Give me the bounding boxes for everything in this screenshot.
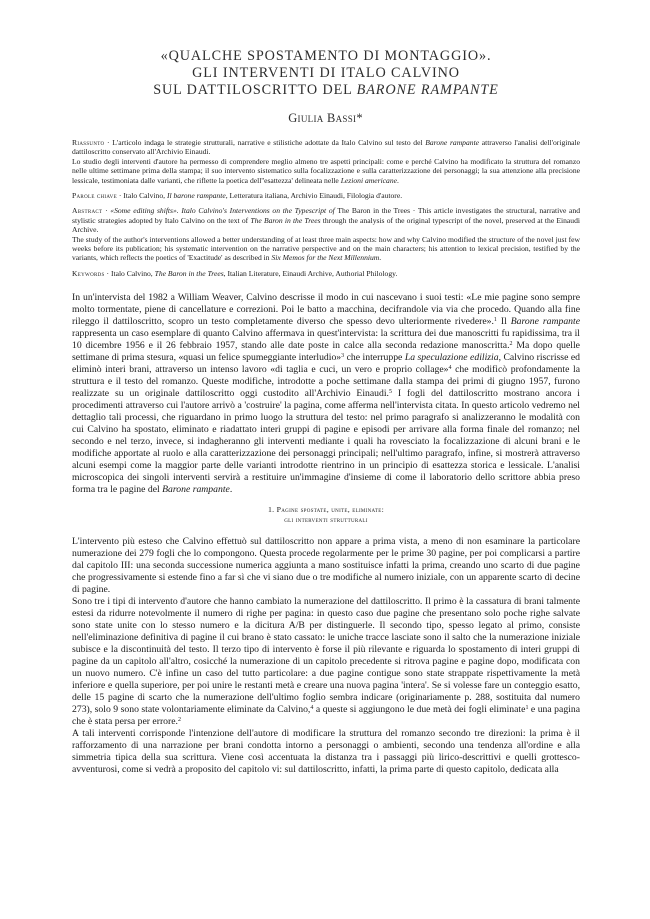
parole-chiave-block — [72, 191, 580, 200]
body-text: In un'intervista del 1982 a William Weaver, Calvino descrisse il modo in cui nascevano i suoi testi: «Le mie pagine sono sempre molto tormentate, piene di cancellature e correzioni. Poi le batto a macchina, decifrandole via via che procedo. Quando alla fine rileggo il dattiloscritto, scopro un testo completamente diverso che spesso devo ulteriormente rivedere». — [72, 292, 580, 328]
body-text: Sono tre i tipi di intervento d'autore che hanno cambiato la numerazione del dattiloscritto. Il primo è la cassatura di brani talmente estesi da ridurre notevolmente il numero di righe per pagina: in questo caso due pagine che presentano solo poche righe salvate sono state unite con lo stesso numero e la dicitura A/B per distinguerle. Il secondo tipo, spesso legato al primo, consiste nell'eliminazione definitiva di pagine il cui brano è stato cassato: le uniche tracce lasciate sono il salto che la numerazione iniziale subisce e la discontinuità del testo. Il terzo tipo di intervento è forse il più rilevante e riguarda lo spostamento di interi gruppi di pagine da un capitolo all'altro, cosicché la numerazione di un capitolo precedente si ritrova pagine e pagine dopo, modificata con un nuovo numero. C'è infine un caso del tutto particolare: a due pagine contigue sono state strappate rispettivamente la metà inferiore e quella superiore, per poi unire le restanti metà e creare una nuova pagina 'intera'. Se si volesse fare un conteggio esatto, delle 15 pagine di scarto che la numerazione dell'ultimo foglio sembra indicare (originariamente p. 288, sostituita dal numero 273), solo 9 sono state volontariamente eliminate da Calvino, — [72, 596, 580, 715]
abstract-en-block — [72, 206, 580, 262]
separator: · — [116, 191, 124, 201]
footnote-ref[interactable]: 1 — [493, 317, 497, 324]
body-text: . — [229, 483, 233, 495]
riassunto-text: L'articolo indaga le strategie strutturali, narrative e stilistiche adottate da Italo Calvino sul testo del — [112, 138, 426, 147]
separator: · — [104, 268, 111, 278]
body-text: Ma dopo quelle settimane di prima stesura, «quasi un felice spumeggiante interludio» — [72, 340, 580, 364]
separator: · — [104, 138, 113, 147]
abstract-italic: Six Memos for the Next Millennium — [271, 253, 380, 263]
intro-paragraph — [72, 292, 580, 495]
abstract-text: The study of the author's interventions allowed a better understanding of at least three main aspects: how and why Calvino modified the structure of the novel just few weeks before its publication; his systematic intervention on the narrative perspective and on the main characters; his attention to lexical precision, testified by the variants, which reflects the poetics of 'Exactitude' as described in — [72, 234, 580, 263]
parole-chiave-label: Parole chiave — [72, 191, 117, 201]
keywords-block — [72, 269, 580, 278]
abstract-text: · This article investigates the structural, narrative and stylistic strategies adopted by Italo Calvino on the text of — [72, 206, 581, 225]
body-italic: La speculazione edilizia — [404, 352, 499, 364]
title-line-2: GLI INTERVENTI DI ITALO CALVINO — [192, 65, 460, 81]
section-heading-line-2: gli interventi strutturali — [284, 515, 368, 525]
body-italic: Barone rampante — [162, 483, 230, 495]
author-footnote-mark: * — [356, 111, 364, 125]
author-name — [72, 111, 580, 126]
title-line-3-text: SUL DATTILOSCRITTO DEL — [153, 82, 357, 98]
article-body — [72, 292, 580, 775]
abstract-italic: The Baron in the Trees — [250, 215, 321, 225]
footnote-ref[interactable]: 4 — [310, 704, 314, 711]
section-paragraph-3: A tali interventi corrisponde l'intenzione dell'autore di modificare la struttura del romanzo secondo tre direzioni: la prima è il rafforzamento di una narrazione per brani condotta intorno a personaggi o ambienti, secondo una tendenza all'ordine e alla simmetria tipica della sua scrittura. Viene così accentuata la distanza tra i passaggi più lirico-descrittivi e quelli grottesco-avventurosi, come si vedrà a proposito del capitolo vi: sul dattiloscritto, infatti, la prima parte di questo capitolo, dedicata alla — [72, 727, 580, 775]
body-text: I fogli del dattiloscritto mostrano ancora i procedimenti attraverso cui l'autore arrivò a 'costruire' la pagina, come afferma nell'intervista citata. In questo articolo vedremo nel dettaglio tali processi, che riguardano in primo luogo la struttura del testo: nel primo paragrafo si analizzeranno le modalità con cui Calvino ha spostato, eliminato e riadattato interi gruppi di pagine e episodi per arrivare alla forma finale del romanzo; nel secondo e nel terzo, invece, si indagheranno gli interventi mediante i quali ha rovesciato la focalizzazione di alcuni brani e le modifiche apportate al ruolo e alla caratterizzazione dei personaggi principali; nell'ultimo paragrafo, infine, si mostrerà attraverso alcuni esempi come la maggior parte delle varianti introdotte rientrino in un principio di esattezza storica e lessicale. L'analisi microscopica dei singoli interventi servirà a restituire un'immagine d'insieme di come il laboratorio dello scrittore abbia preso forma tra le pagine del — [72, 387, 580, 495]
riassunto-italic: Barone rampante — [425, 138, 480, 147]
riassunto-text: attraverso l'analisi dell'originale dattiloscritto conservato all'Archivio Einaudi. — [72, 138, 581, 157]
section-paragraph-2 — [72, 596, 580, 727]
section-heading-line-1: 1. Pagine spostate, unite, eliminate: — [267, 505, 385, 515]
abstract-text: The Baron in the Trees — [337, 206, 411, 216]
keyword-text: , Italian Literature, Einaudi Archive, Authorial Philology. — [223, 268, 398, 278]
keyword-text: Italo Calvino, — [123, 191, 167, 201]
keyword-text: Italo Calvino, — [110, 268, 155, 278]
body-text: a queste si aggiungono le due metà dei fogli eliminate — [313, 703, 526, 715]
title-line-3-italic: BARONE RAMPANTE — [356, 82, 499, 98]
footnote-ref[interactable]: 5 — [388, 388, 392, 395]
article-page — [72, 48, 580, 776]
footnote-ref[interactable]: 3 — [341, 353, 345, 360]
abstract-italic: «Some editing shifts». Italo Calvino's Interventions on the Typescript of — [110, 206, 338, 216]
abstract-text: through the analysis of the original typescript of the novel, preserved at the Einaudi Archive. — [72, 215, 581, 235]
body-text: e una pagina che è stata persa per errore. — [72, 703, 581, 727]
body-text: che modificò profondamente la struttura e il testo del romanzo. Queste modifiche, introdotte a poche settimane dalla stampa dei primi di giugno 1957, furono realizzate su un originale dattiloscritto oggi custodito all'Archivio Einaudi. — [72, 364, 580, 399]
abstract-text: . — [379, 253, 382, 263]
riassunto-text: Lo studio degli interventi d'autore ha permesso di comprendere meglio almeno tre aspetti principali: come e perché Calvino ha modificato la struttura del romanzo nelle ultime settimane prima della stampa; il suo intervento sistematico sulla focalizzazione e sulla caratterizzazione dei personaggi; la sua attenzione alla precisione lessicale, testimoniata dalle varianti, che riflette la poetica dell''esattezza' delineata nelle — [72, 156, 580, 185]
footnote-ref[interactable]: 2 — [509, 341, 513, 348]
abstracts — [72, 138, 580, 278]
keyword-italic: The Baron in the Trees — [154, 268, 224, 278]
keywords-label: Keywords — [72, 268, 105, 278]
body-text: , Calvino riscrisse ed eliminò interi brani, attraverso un intenso lavoro «di taglia e cuci, un vero e proprio collage» — [72, 352, 580, 375]
body-text: Il — [496, 316, 511, 328]
keyword-italic: Il barone rampante — [166, 191, 226, 201]
article-title — [72, 48, 580, 99]
author-text: Giulia Bassi — [288, 111, 357, 125]
footnote-ref[interactable]: 2 — [177, 716, 181, 723]
body-text: rappresenta un caso esemplare di quanto Calvino affermava in quest'intervista: la scrittura dei due manoscritti fu rapidissima, tra il 10 dicembre 1956 e il 26 febbraio 1957, stando alle date poste in calce alla seconda redazione manoscritta. — [72, 328, 580, 352]
title-line-3 — [72, 82, 580, 99]
riassunto-italic: Lezioni americane — [340, 175, 398, 185]
section-heading — [72, 505, 580, 525]
riassunto-text: . — [397, 175, 399, 185]
section-paragraph-1: L'intervento più esteso che Calvino effettuò sul dattiloscritto non appare a prima vista, a meno di non esaminare la particolare numerazione dei 279 fogli che lo compongono. Questa procede regolarmente per le prime 30 pagine, per poi complicarsi a partire dal capitolo III: una seconda successione numerica aggiunta a mano sostituisce infatti la prima, creando uno scarto di due pagine che progressivamente si estende fino a far sì che vi siano due o tre modifiche al numero iniziale, con un apparente scarto di decine di pagine. — [72, 536, 580, 596]
title-line-1: «QUALCHE SPOSTAMENTO DI MONTAGGIO». — [160, 48, 492, 64]
footnote-ref[interactable]: 1 — [525, 704, 529, 711]
footnote-ref[interactable]: 4 — [448, 365, 452, 371]
body-italic: Barone rampante — [510, 316, 580, 328]
body-text: che interruppe — [344, 352, 405, 364]
abstract-label: Abstract — [72, 206, 103, 216]
separator: · — [102, 206, 111, 216]
keyword-text: , Letteratura italiana, Archivio Einaudi, Filologia d'autore. — [225, 191, 403, 201]
riassunto-block — [72, 138, 580, 185]
riassunto-label: Riassunto — [72, 138, 105, 147]
